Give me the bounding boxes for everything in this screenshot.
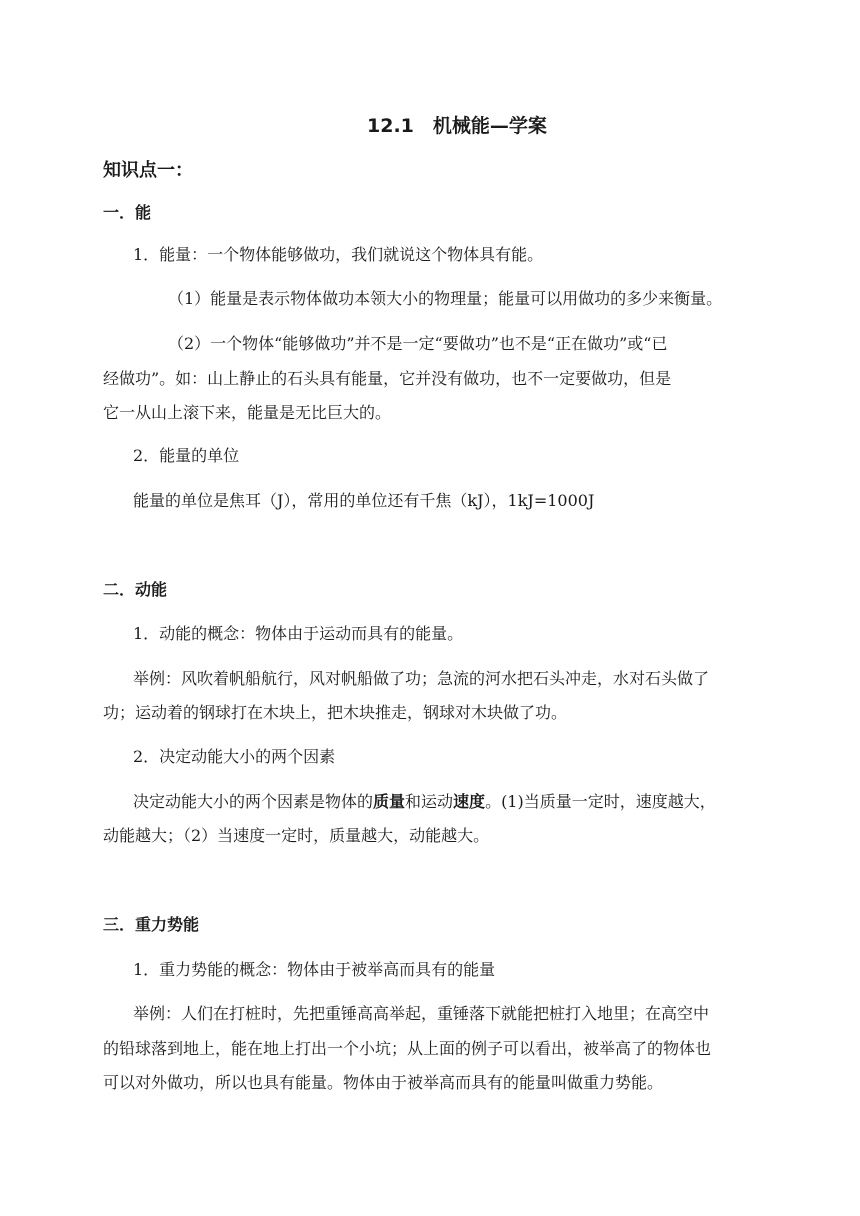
section1-unit-text: 能量的单位是焦耳（J），常用的单位还有千焦（kJ），1kJ=1000J (133, 491, 595, 510)
section2-item2: 2．决定动能大小的两个因素 (133, 747, 336, 766)
knowledge-point-heading: 知识点一： (103, 160, 193, 181)
section2-factors-line1 (133, 792, 716, 812)
section3-heading: 三．重力势能 (103, 915, 200, 934)
factors-text-pre: 决定动能大小的两个因素是物体的 (133, 792, 374, 811)
section3-example-line1: 举例：人们在打桩时，先把重锤高高举起，重锤落下就能把桩打入地里；在高空中 (133, 1004, 710, 1023)
factors-text-mid: 和运动 (405, 792, 454, 811)
factors-mass: 质量 (373, 792, 406, 811)
section2-item1: 1．动能的概念：物体由于运动而具有的能量。 (133, 624, 464, 643)
section1-sub2-line1: （2）一个物体“能够做功”并不是一定“要做功”也不是“正在做功”或“已 (168, 334, 668, 353)
section2-heading: 二．动能 (103, 580, 168, 599)
page-title: 12.1 机械能—学案 (367, 115, 547, 137)
section2-example-line1: 举例：风吹着帆船航行，风对帆船做了功；急流的河水把石头冲走，水对石头做了 (133, 669, 710, 688)
section3-example-line2: 的铅球落到地上，能在地上打出一个小坑；从上面的例子可以看出，被举高了的物体也 (103, 1039, 712, 1058)
section3-example-line3: 可以对外做功，所以也具有能量。物体由于被举高而具有的能量叫做重力势能。 (103, 1073, 664, 1092)
section1-heading: 一．能 (103, 203, 152, 222)
section1-sub2-line3: 它一从山上滚下来，能量是无比巨大的。 (103, 403, 392, 422)
factors-speed: 速度 (453, 792, 486, 811)
section1-sub2-line2: 经做功”。如：山上静止的石头具有能量，它并没有做功，也不一定要做功，但是 (103, 369, 672, 388)
section2-factors-line2: 动能越大；（2）当速度一定时，质量越大，动能越大。 (103, 826, 490, 845)
section1-item2: 2．能量的单位 (133, 446, 240, 465)
section2-example-line2: 功；运动着的钢球打在木块上，把木块推走，钢球对木块做了功。 (103, 703, 568, 722)
section3-item1: 1．重力势能的概念：物体由于被举高而具有的能量 (133, 960, 496, 979)
factors-text-post: 。(1)当质量一定时，速度越大， (485, 792, 716, 811)
section1-sub1: （1）能量是表示物体做功本领大小的物理量；能量可以用做功的多少来衡量。 (168, 289, 723, 308)
section1-item1: 1．能量：一个物体能够做功，我们就说这个物体具有能。 (133, 245, 544, 264)
